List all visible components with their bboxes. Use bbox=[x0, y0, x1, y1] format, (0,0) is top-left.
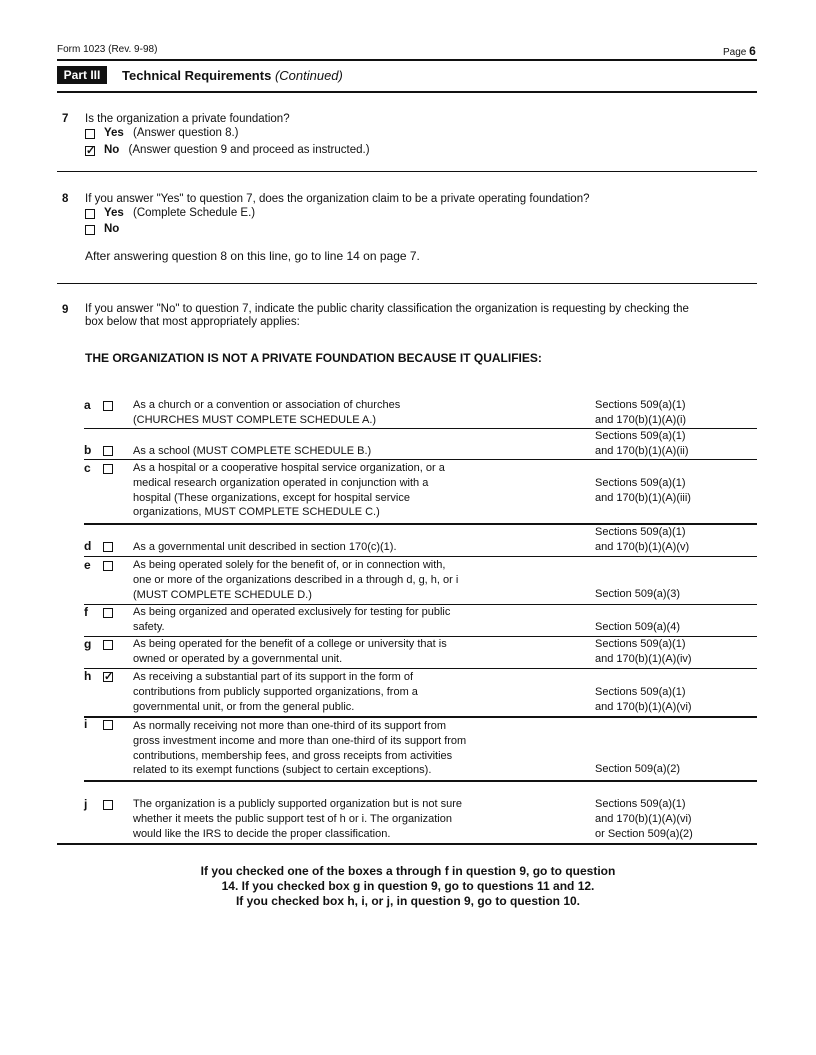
q9-item-g-description: As being operated for the benefit of a college or university that is owned or operated by a governmental unit. bbox=[133, 638, 447, 665]
q9-item-h-checkbox[interactable]: ✓ bbox=[104, 671, 114, 683]
q9-item-g-letter: g bbox=[84, 637, 92, 651]
q9-item-g-checkbox[interactable] bbox=[103, 640, 113, 650]
q7-divider bbox=[57, 171, 757, 172]
q7-text: Is the organization a private foundation? bbox=[85, 113, 290, 125]
q9-item-e-section: Section 509(a)(3) bbox=[595, 588, 680, 600]
part-continued: (Continued) bbox=[274, 68, 343, 83]
q8-no-option bbox=[104, 223, 125, 235]
q9-row-divider bbox=[84, 780, 757, 782]
q9-row-divider bbox=[57, 843, 757, 845]
header-rule bbox=[57, 59, 757, 61]
q9-item-j-section: Sections 509(a)(1) and 170(b)(1)(A)(vi) or Section 509(a)(2) bbox=[595, 798, 693, 840]
q9-item-b-checkbox[interactable] bbox=[103, 446, 113, 456]
q9-item-c-checkbox[interactable] bbox=[103, 464, 113, 474]
q9-row-divider bbox=[84, 716, 757, 718]
q9-item-d-letter: d bbox=[84, 539, 92, 553]
q9-row-divider bbox=[84, 556, 757, 557]
q9-item-j-letter: j bbox=[84, 797, 88, 811]
q9-item-a-description: As a church or a convention or association of churches (CHURCHES MUST COMPLETE SCHEDULE A.) bbox=[133, 399, 401, 426]
q9-item-f-letter: f bbox=[84, 605, 88, 619]
q9-item-j-checkbox[interactable] bbox=[103, 800, 113, 810]
q9-item-f-section: Section 509(a)(4) bbox=[595, 621, 680, 633]
q9-item-f-checkbox[interactable] bbox=[103, 608, 113, 618]
q9-item-a-section: Sections 509(a)(1) and 170(b)(1)(A)(i) bbox=[595, 399, 687, 426]
q8-yes-option bbox=[104, 207, 255, 219]
q9-item-f-description: As being organized and operated exclusively for testing for public safety. bbox=[133, 606, 451, 633]
q7-number: 7 bbox=[62, 113, 69, 125]
q7-no-checkbox[interactable]: ✓ bbox=[86, 145, 96, 157]
q8-text: If you answer "Yes" to question 7, does the organization claim to be a private operating foundation? bbox=[85, 193, 590, 205]
q9-item-c-letter: c bbox=[84, 461, 91, 475]
q8-number: 8 bbox=[62, 193, 69, 205]
q8-divider bbox=[57, 283, 757, 284]
q9-item-e-checkbox[interactable] bbox=[103, 561, 113, 571]
q7-no-note: (Answer question 9 and proceed as instructed.) bbox=[128, 144, 370, 156]
page-label: Page bbox=[723, 47, 747, 58]
q7-yes-label: Yes bbox=[104, 127, 124, 139]
part-rule bbox=[57, 91, 757, 93]
part-title: Technical Requirements bbox=[122, 68, 272, 83]
q9-item-i-checkbox[interactable] bbox=[103, 720, 113, 730]
q8-after-text: After answering question 8 on this line, go to line 14 on page 7. bbox=[85, 249, 420, 263]
q9-item-d-description: As a governmental unit described in section 170(c)(1). bbox=[133, 541, 397, 553]
part-badge: Part III bbox=[57, 66, 107, 84]
q9-item-h-description: As receiving a substantial part of its support in the form of contributions from publicly supported organizations, from a governmental unit, or from the general public. bbox=[133, 671, 418, 713]
q9-item-j-description: The organization is a publicly supported organization but is not sure whether it meets the public support test of h or i. The organization would like the IRS to decide the proper classification. bbox=[133, 798, 462, 840]
q9-item-c-description: As a hospital or a cooperative hospital service organization, or a medical research organization operated in conjunction with a hospital (These organizations, except for hospital service organizations, MUST COMPLETE SCHEDULE C.) bbox=[133, 462, 445, 519]
q8-yes-checkbox[interactable] bbox=[85, 209, 95, 219]
q9-item-e-description: As being operated solely for the benefit of, or in connection with, one or more of the organizations described in a through d, g, h, or i (MUST COMPLETE SCHEDULE D.) bbox=[133, 559, 459, 601]
q8-yes-label: Yes bbox=[104, 207, 124, 219]
q9-item-e-letter: e bbox=[84, 558, 91, 572]
q9-item-b-section: Sections 509(a)(1) and 170(b)(1)(A)(ii) bbox=[595, 430, 689, 457]
q9-item-g-section: Sections 509(a)(1) and 170(b)(1)(A)(iv) bbox=[595, 638, 692, 665]
q9-item-d-section: Sections 509(a)(1) and 170(b)(1)(A)(v) bbox=[595, 526, 690, 553]
page-number-label bbox=[723, 44, 756, 58]
q9-text: If you answer "No" to question 7, indicate the public charity classification the organization is requesting by checking the box below that most appropriately applies: bbox=[85, 303, 689, 328]
q9-number: 9 bbox=[62, 304, 69, 316]
q7-no-option bbox=[104, 144, 370, 156]
q9-item-h-section: Sections 509(a)(1) and 170(b)(1)(A)(vi) bbox=[595, 686, 692, 713]
q9-item-i-letter: i bbox=[84, 717, 88, 731]
q7-yes-option bbox=[104, 127, 239, 139]
q9-row-divider bbox=[84, 459, 757, 460]
q9-item-i-section: Section 509(a)(2) bbox=[595, 763, 680, 775]
q9-row-divider bbox=[84, 668, 757, 669]
page-number: 6 bbox=[749, 44, 756, 58]
part-title-line bbox=[122, 68, 343, 83]
q9-item-a-letter: a bbox=[84, 398, 91, 412]
q9-item-a-checkbox[interactable] bbox=[103, 401, 113, 411]
footer-instruction: If you checked one of the boxes a through f in question 9, go to question 14. If you checked box g in question 9, go to questions 11 and 12. If you checked box h, i, or j, in question 9, go to question 10. bbox=[200, 864, 616, 908]
q9-item-i-description: As normally receiving not more than one-third of its support from gross investment income and more than one-third of its support from contributions, membership fees, and gross receipts from activities related to its exempt functions (subject to certain exceptions). bbox=[133, 720, 467, 777]
q9-item-b-letter: b bbox=[84, 443, 92, 457]
form-id: Form 1023 (Rev. 9-98) bbox=[57, 44, 158, 55]
q9-heading: THE ORGANIZATION IS NOT A PRIVATE FOUNDATION BECAUSE IT QUALIFIES: bbox=[85, 351, 542, 365]
q8-yes-note: (Complete Schedule E.) bbox=[133, 207, 256, 219]
q9-item-h-letter: h bbox=[84, 669, 92, 683]
q7-yes-checkbox[interactable] bbox=[85, 129, 95, 139]
q8-no-label: No bbox=[104, 223, 120, 235]
q9-item-d-checkbox[interactable] bbox=[103, 542, 113, 552]
q9-item-c-section: Sections 509(a)(1) and 170(b)(1)(A)(iii) bbox=[595, 477, 691, 504]
q9-item-b-description: As a school (MUST COMPLETE SCHEDULE B.) bbox=[133, 445, 372, 457]
q8-no-checkbox[interactable] bbox=[85, 225, 95, 235]
q7-no-label: No bbox=[104, 144, 120, 156]
q7-yes-note: (Answer question 8.) bbox=[133, 127, 239, 139]
